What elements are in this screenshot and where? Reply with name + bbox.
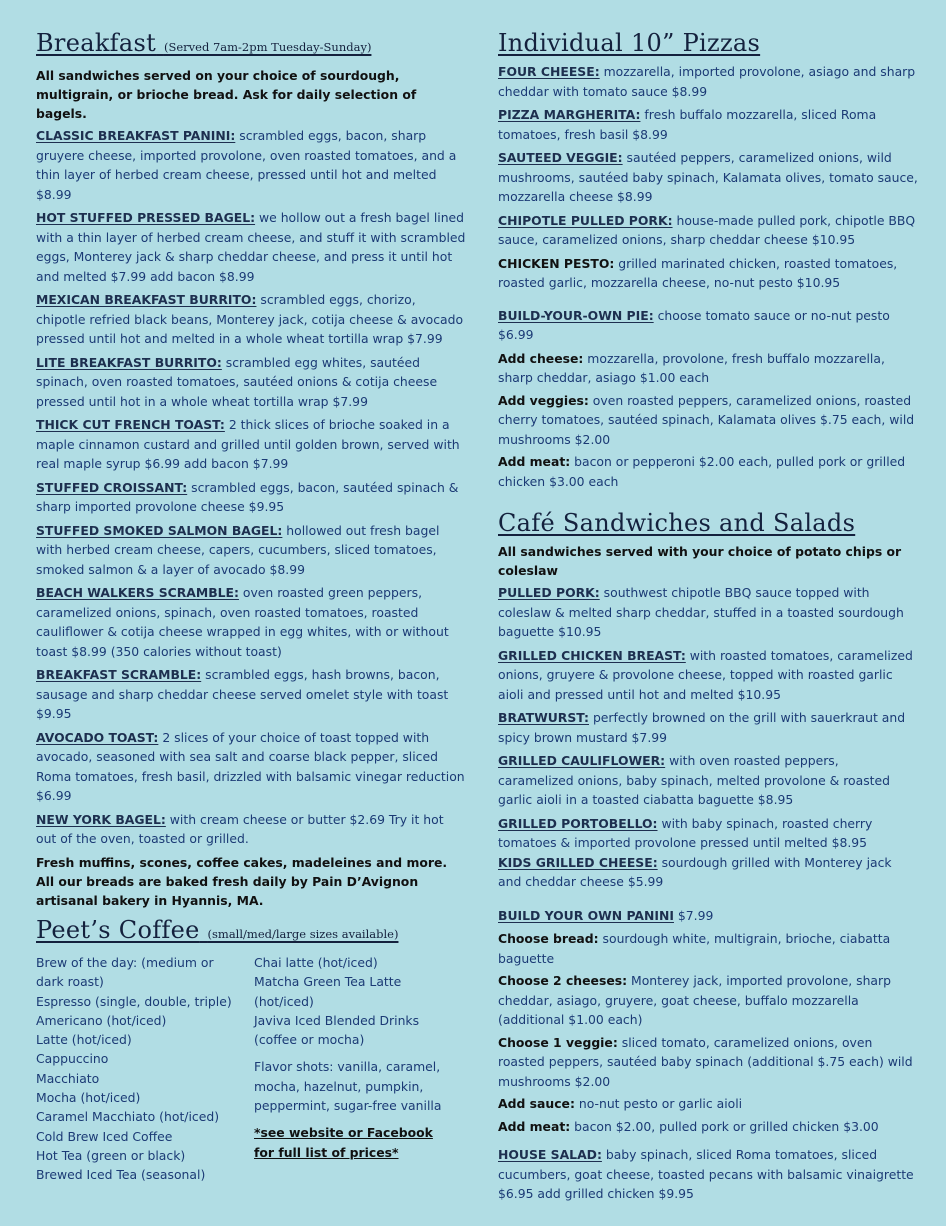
coffee-item: Chai latte (hot/iced) (254, 955, 378, 970)
item-desc: scrambled eggs, bacon, sharp gruyere cheese, imported provolone, oven roasted tomatoes, and a thin layer of herbed cream cheese, pressed until hot and melted $8.99 (36, 128, 457, 202)
item-name: THICK CUT FRENCH TOAST: (36, 417, 225, 432)
bakery-note: Fresh muffins, scones, coffee cakes, madeleines and more. All our breads are baked fresh daily by Pain D’Avignon artisanal bakery in Hyannis, MA. (36, 854, 448, 908)
item-desc: mozzarella, imported provolone, asiago and sharp cheddar with tomato sauce $8.99 (498, 64, 916, 99)
item-name: PULLED PORK: (498, 585, 600, 600)
option-desc: no-nut pesto or garlic aioli (574, 1096, 743, 1111)
coffee-column-2 (254, 953, 454, 1185)
breakfast-intro: All sandwiches served on your choice of sourdough, multigrain, or brioche bread. Ask for daily selection of bagels. (36, 68, 417, 121)
item-desc: we hollow out a fresh bagel lined with a thin layer of herbed cream cheese, and stuff it with scrambled eggs, Monterey jack & sharp cheddar cheese, and press it until hot and melted $7.99 add bacon $8.99 (36, 210, 466, 284)
item-name: FOUR CHEESE: (498, 64, 600, 79)
addon-label: Add veggies: (498, 392, 589, 408)
option-desc: Monterey jack, imported provolone, sharp cheddar, asiago, gruyere, goat cheese, buffalo mozzarella (additional $1.00 each) (498, 973, 891, 1027)
menu-item (498, 853, 918, 892)
coffee-sizes-note: (small/med/large sizes available) (207, 927, 399, 941)
coffee-item: Americano (hot/iced) (36, 1012, 167, 1028)
addon-label: Add cheese: (498, 350, 584, 366)
item-desc: scrambled egg whites, sautéed spinach, oven roasted tomatoes, sautéed onions & cotija cheese pressed until hot in a whole wheat tortilla wrap $7.99 (36, 354, 438, 409)
coffee-title-text: Peet’s Coffee (36, 916, 200, 944)
item-name: BRATWURST: (498, 710, 589, 725)
option-label: Add meat: (498, 1118, 571, 1134)
item-name: BEACH WALKERS SCRAMBLE: (36, 585, 239, 600)
addon-desc: oven roasted peppers, caramelized onions, roasted cherry tomatoes, sautéed spinach, Kalamata olives $.75 each, wild mushrooms $2.00 (498, 392, 915, 447)
sandwiches-title: Café Sandwiches and Salads (498, 509, 856, 537)
item-desc: oven roasted green peppers, caramelized onions, spinach, oven roasted tomatoes, roasted cauliflower & cotija cheese wrapped in egg whites, with or without toast $8.99 (350 calories without toast) (36, 585, 449, 659)
addon-desc: mozzarella, provolone, fresh buffalo mozzarella, sharp cheddar, asiago $1.00 each (498, 350, 885, 385)
pizza-addon (498, 391, 918, 450)
item-name: NEW YORK BAGEL: (36, 811, 166, 827)
panini-option (498, 1033, 918, 1092)
menu-item (498, 105, 918, 144)
coffee-item: Latte (hot/iced) (36, 1032, 132, 1048)
option-label: Add sauce: (498, 1096, 575, 1111)
coffee-item: Espresso (single, double, triple) (36, 993, 232, 1009)
panini-option (498, 971, 918, 1030)
option-label: Choose bread: (498, 931, 599, 946)
coffee-item: Mocha (hot/iced) (36, 1090, 141, 1106)
item-name: AVOCADO TOAST: (36, 729, 159, 745)
breakfast-hours-note: (Served 7am-2pm Tuesday-Sunday) (163, 40, 372, 54)
coffee-item: Cold Brew Iced Coffee (36, 1128, 173, 1144)
menu-item (36, 415, 466, 474)
item-desc: with baby spinach, roasted cherry tomatoes & imported provolone pressed until melted $8.95 (498, 815, 873, 850)
coffee-item: Hot Tea (green or black) (36, 1147, 186, 1163)
menu-item (498, 646, 918, 705)
option-label: Choose 2 cheeses: (498, 973, 628, 988)
item-desc: with cream cheese or butter $2.69 Try it hot out of the oven, toasted or grilled. (36, 811, 444, 846)
menu-item (36, 353, 466, 412)
menu-item (498, 583, 918, 642)
menu-item (36, 290, 466, 349)
coffee-item: Brewed Iced Tea (seasonal) (36, 1167, 206, 1183)
menu-item (36, 583, 466, 661)
coffee-item: Javiva Iced Blended Drinks (coffee or mocha) (254, 1012, 420, 1048)
menu-item (498, 254, 918, 293)
pizzas-title: Individual 10” Pizzas (498, 29, 761, 57)
item-name: HOT STUFFED PRESSED BAGEL: (36, 210, 256, 225)
menu-item (498, 62, 918, 101)
item-name: CHIPOTLE PULLED PORK: (498, 212, 673, 228)
coffee-item: dark roast) (36, 974, 104, 990)
menu-item (36, 126, 466, 204)
item-name: GRILLED CHICKEN BREAST: (498, 647, 686, 663)
item-name: MEXICAN BREAKFAST BURRITO: (36, 292, 257, 307)
item-name: KIDS GRILLED CHEESE: (498, 854, 658, 870)
build-your-own-pie (498, 306, 918, 345)
breakfast-title-text: Breakfast (36, 29, 157, 57)
item-desc: hollowed out fresh bagel with herbed cream cheese, capers, cucumbers, sliced tomatoes, smoked salmon & a layer of avocado $8.99 (36, 522, 440, 577)
menu-item (498, 211, 918, 250)
option-desc: sourdough white, multigrain, brioche, ciabatta baguette (498, 931, 891, 966)
addon-label: Add meat: (498, 454, 571, 469)
item-desc: house-made pulled pork, chipotle BBQ sauce, caramelized onions, sharp cheddar cheese $10.95 (498, 212, 916, 247)
website-note: *see website or Facebook for full list of prices* (254, 1125, 433, 1160)
item-name: GRILLED CAULIFLOWER: (498, 753, 666, 768)
item-desc: 2 thick slices of brioche soaked in a maple cinnamon custard and grilled until golden brown, served with real maple syrup $6.99 add bacon $7.99 (36, 417, 460, 471)
coffee-item: Matcha Green Tea Latte (hot/iced) (254, 974, 402, 1009)
panini-option (498, 929, 918, 968)
item-name: SAUTEED VEGGIE: (498, 150, 623, 165)
option-desc: sliced tomato, caramelized onions, oven roasted peppers, sautéed baby spinach (additional $.75 each) wild mushrooms $2.00 (498, 1034, 913, 1089)
item-desc: scrambled eggs, hash browns, bacon, sausage and sharp cheddar cheese served omelet style with toast $9.95 (36, 667, 449, 721)
coffee-item: Macchiato (36, 1070, 100, 1086)
item-name: GRILLED PORTOBELLO: (498, 815, 658, 831)
coffee-list (36, 953, 456, 1185)
item-desc: grilled marinated chicken, roasted tomatoes, roasted garlic, mozzarella cheese, no-nut pesto $10.95 (498, 255, 898, 290)
item-name: BREAKFAST SCRAMBLE: (36, 667, 202, 682)
menu-item (36, 521, 466, 580)
item-name: STUFFED CROISSANT: (36, 479, 188, 495)
item-name: BUILD-YOUR-OWN PIE: (498, 307, 654, 323)
menu-item (498, 751, 918, 810)
house-salad (498, 1145, 918, 1204)
addon-desc: bacon or pepperoni $2.00 each, pulled pork or grilled chicken $3.00 each (498, 454, 906, 489)
breakfast-section (36, 28, 466, 910)
coffee-item: Cappuccino (36, 1051, 109, 1067)
item-desc: with roasted tomatoes, caramelized onions, gruyere & provolone cheese, topped with roasted garlic aioli and pressed until hot and melted $10.95 (498, 647, 913, 702)
coffee-column-1 (36, 953, 254, 1185)
item-desc: with oven roasted peppers, caramelized onions, baby spinach, melted provolone & roasted garlic aioli in a toasted ciabatta baguette $8.95 (498, 753, 891, 807)
menu-item (498, 148, 918, 207)
item-name: STUFFED SMOKED SALMON BAGEL: (36, 522, 283, 538)
right-column (498, 28, 918, 1208)
sandwiches-intro: All sandwiches served with your choice of potato chips or coleslaw (498, 544, 902, 578)
item-name: PIZZA MARGHERITA: (498, 107, 641, 122)
panini-option (498, 1117, 918, 1137)
item-name: CHICKEN PESTO: (498, 255, 615, 271)
item-desc: fresh buffalo mozzarella, sliced Roma tomatoes, fresh basil $8.99 (498, 107, 877, 142)
item-desc: scrambled eggs, bacon, sautéed spinach & sharp imported provolone cheese $9.95 (36, 479, 459, 514)
menu-item (498, 814, 918, 853)
menu-item (36, 665, 466, 724)
item-desc: scrambled eggs, chorizo, chipotle refried black beans, Monterey jack, cotija cheese & avocado pressed until hot and melted in a whole wheat tortilla wrap $7.99 (36, 292, 464, 346)
item-desc: 2 slices of your choice of toast topped with avocado, seasoned with sea salt and coarse black pepper, sliced Roma tomatoes, fresh basil, drizzled with balsamic vinegar reduction $6.99 (36, 729, 465, 803)
item-name: BUILD YOUR OWN PANINI (498, 907, 674, 923)
pizza-addon (498, 452, 918, 491)
build-your-own-panini (498, 906, 918, 926)
item-desc: choose tomato sauce or no-nut pesto $6.99 (498, 307, 890, 342)
item-name: CLASSIC BREAKFAST PANINI: (36, 128, 236, 143)
item-name: HOUSE SALAD: (498, 1147, 602, 1162)
item-desc: sourdough grilled with Monterey jack and cheddar cheese $5.99 (498, 854, 892, 889)
coffee-item: Caramel Macchiato (hot/iced) (36, 1109, 220, 1125)
flavor-shots: Flavor shots: vanilla, caramel, mocha, hazelnut, pumpkin, peppermint, sugar-free vanilla (254, 1059, 442, 1114)
item-desc: southwest chipotle BBQ sauce topped with coleslaw & melted sharp cheddar, stuffed in a toasted sourdough baguette $10.95 (498, 585, 904, 639)
menu-item (36, 728, 466, 806)
coffee-section (36, 915, 456, 1185)
item-price: $7.99 (673, 907, 714, 923)
option-label: Choose 1 veggie: (498, 1034, 618, 1050)
item-desc: baby spinach, sliced Roma tomatoes, sliced cucumbers, goat cheese, toasted pecans with balsamic vinaigrette $6.95 add grilled chicken $9.95 (498, 1147, 914, 1201)
coffee-item: Brew of the day: (medium or (36, 955, 214, 970)
item-name: LITE BREAKFAST BURRITO: (36, 354, 222, 370)
menu-item (498, 708, 918, 747)
menu-item (36, 810, 466, 849)
item-desc: perfectly browned on the grill with sauerkraut and spicy brown mustard $7.99 (498, 710, 906, 745)
menu-item (36, 208, 466, 286)
option-desc: bacon $2.00, pulled pork or grilled chicken $3.00 (570, 1118, 879, 1134)
panini-option (498, 1094, 918, 1114)
menu-item (36, 478, 466, 517)
pizza-addon (498, 349, 918, 388)
item-desc: sautéed peppers, caramelized onions, wild mushrooms, sautéed baby spinach, Kalamata olives, tomato sauce, mozzarella cheese $8.99 (498, 150, 918, 204)
breakfast-title (36, 28, 466, 62)
coffee-title (36, 915, 456, 949)
